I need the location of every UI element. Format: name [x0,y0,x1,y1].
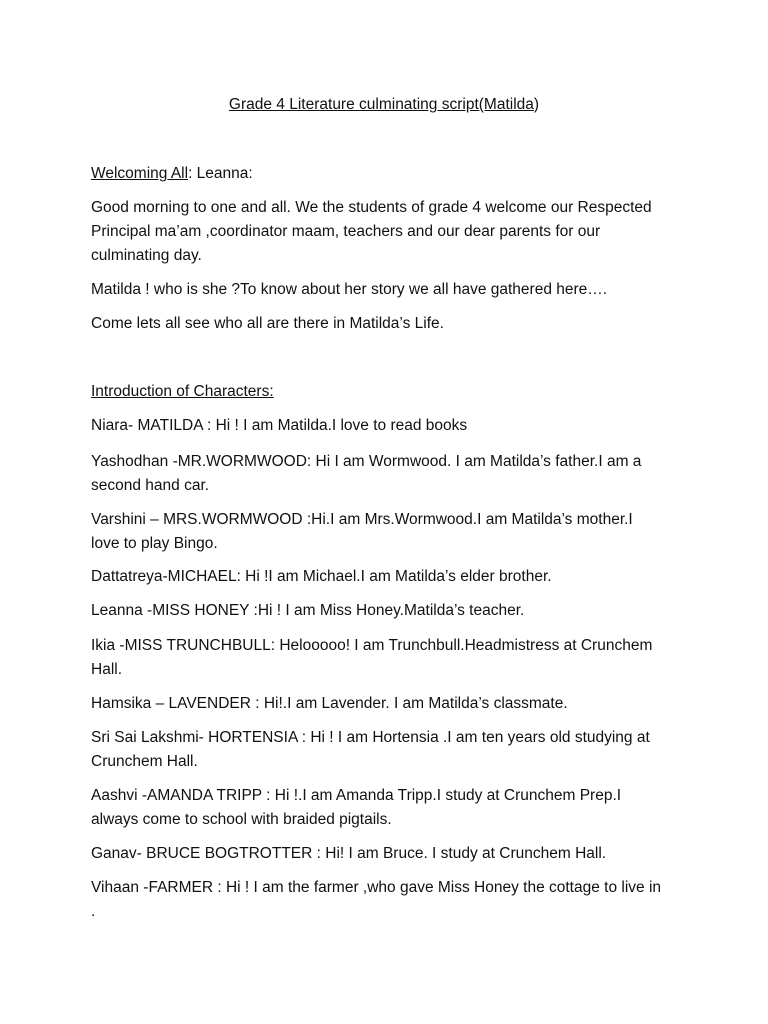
character-line-2: second hand car. [91,477,210,494]
character-line-2: love to play Bingo. [91,535,218,552]
title-underlined: Grade 4 Literature culminating script(Matilda [228,96,534,113]
character-10 [91,876,691,924]
character-5 [91,634,691,682]
welcome-paragraph-3 [91,312,691,336]
character-line-2: always come to school with braided pigtails. [91,811,392,828]
character-7 [91,726,691,774]
character-line-1: Leanna -MISS HONEY :Hi ! I am Miss Honey.Matilda’s teacher. [91,602,525,619]
welcome-paragraph-2 [91,278,691,302]
document-title [0,94,768,116]
character-line-1: Ganav- BRUCE BOGTROTTER : Hi! I am Bruce. I study at Crunchem Hall. [91,845,607,862]
welcome-heading-line [91,162,691,186]
welcome-p1-line-3: culminating day. [91,247,202,264]
character-line-1: Vihaan -FARMER : Hi ! I am the farmer ,who gave Miss Honey the cottage to live in [91,879,662,896]
character-8 [91,784,691,832]
character-9 [91,842,691,866]
character-6 [91,692,691,716]
character-1 [91,450,691,498]
character-4 [91,599,691,623]
character-line-1: Sri Sai Lakshmi- HORTENSIA : Hi ! I am Hortensia .I am ten years old studying at [91,729,650,746]
welcome-heading: Welcoming All [91,165,189,182]
intro-heading: Introduction of Characters: [91,383,274,400]
character-line-1: Aashvi -AMANDA TRIPP : Hi !.I am Amanda Tripp.I study at Crunchem Prep.I [91,787,622,804]
welcome-p1-line-2: Principal ma’am ,coordinator maam, teachers and our dear parents for our [91,223,601,240]
intro-heading-line [91,380,691,404]
character-line-1: Yashodhan -MR.WORMWOOD: Hi I am Wormwood. I am Matilda’s father.I am a [91,453,642,470]
welcome-paragraph-1 [91,196,691,268]
character-0 [91,414,691,438]
welcome-p3-text: Come lets all see who all are there in Matilda’s Life. [91,315,444,332]
welcome-p2-text: Matilda ! who is she ?To know about her story we all have gathered here…. [91,281,608,298]
character-line-2: Crunchem Hall. [91,753,198,770]
character-line-1: Niara- MATILDA : Hi ! I am Matilda.I love to read books [91,417,468,434]
character-3 [91,565,691,589]
character-line-2: Hall. [91,661,123,678]
character-line-1: Hamsika – LAVENDER : Hi!.I am Lavender. I am Matilda’s classmate. [91,695,568,712]
character-line-1: Ikia -MISS TRUNCHBULL: Helooooo! I am Trunchbull.Headmistress at Crunchem [91,637,653,654]
welcome-speaker: : Leanna: [188,165,253,182]
character-line-1: Varshini – MRS.WORMWOOD :Hi.I am Mrs.Wormwood.I am Matilda’s mother.I [91,511,633,528]
title-close-paren: ) [533,96,540,113]
character-2 [91,508,691,556]
character-line-2: . [91,903,96,920]
character-line-1: Dattatreya-MICHAEL: Hi !I am Michael.I am Matilda’s elder brother. [91,568,552,585]
welcome-p1-line-1: Good morning to one and all. We the students of grade 4 welcome our Respected [91,199,652,216]
